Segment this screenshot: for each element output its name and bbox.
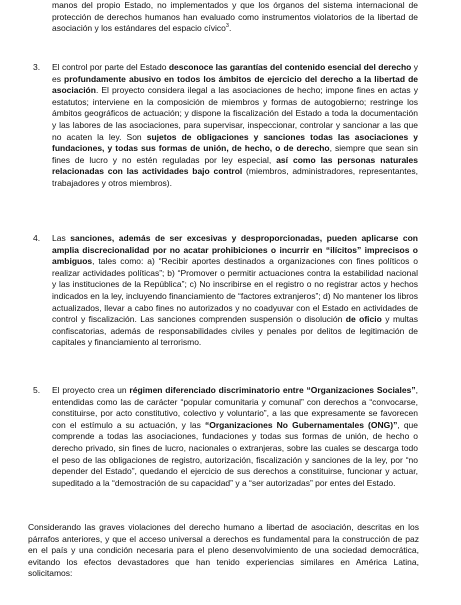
item-bold-text: de oficio <box>345 314 382 325</box>
item-bold-text: sanciones, además de ser excesivas y desproporcionadas, pueden aplicarse con amplia discrecionalidad por no acatar prohibiciones o incurrir en “ilícitos” imprecisos o ambiguos <box>52 233 418 267</box>
continuation-end: . <box>228 23 232 34</box>
item-bold-text: desconoce las garantías del contenido esencial del derecho <box>168 62 412 72</box>
item-text: El control por parte del Estado <box>52 62 169 72</box>
item-text: Las <box>52 233 71 243</box>
item-text: , que comprende a todas las asociaciones, fundaciones y todas sus formas de unión, de hecho o derecho privado, sin fines de lucro, nacionales o extranjeras, sobre las cuales se descarga todo el peso de las obligaciones de registro, autorización, fiscalización y sanciones de la ley, por “no depender del Estado”, quedando el ejercicio de sus derechos a constituirse, funcionar y actuar, supeditado a la “demostración de su capacidad” y a “ser autorizadas” por entes del Estado. <box>52 419 418 488</box>
item-text: y multas confiscatorias, además de responsabilidades civiles y penales por delitos de legitimación de capitales y financiamiento al terrorismo. <box>52 314 418 348</box>
continuation-paragraph <box>52 0 418 35</box>
item-text: El proyecto crea un <box>52 385 130 395</box>
list-item-5 <box>33 385 418 489</box>
closing-paragraph: Considerando las graves violaciones del derecho humano a libertad de asociación, descritas en los párrafos anteriores, y que el acceso universal a derechos es fundamental para la construcción de paz en el país y una condición necesaria para el pleno desenvolvimiento de una sociedad democrática, evitando los efectos devastadores que han tenido experiencias similares en América Latina, solicitamos: <box>28 522 419 579</box>
list-number: 5. <box>33 385 41 395</box>
item-text: (miembros, administradores, representantes, trabajadores y otros miembros). <box>52 166 418 188</box>
item-bold-text: así como las personas naturales relacionadas con las actividades bajo control <box>52 154 419 177</box>
item-text: . El proyecto considera ilegal a las asociaciones de hecho; impone fines en actas y estatutos; interviene en la composición de miembros y formas de autogobierno; restringe los ámbitos geográficos de actuación; y dispone la fiscalización del Estado a toda la documentación y las labores de las asociaciones, para supervisar, inspeccionar, controlar y sancionar a las que no acaten la ley. Son <box>52 85 418 142</box>
list-item-3 <box>33 62 419 190</box>
list-number: 3. <box>33 62 41 72</box>
footnote-ref[interactable]: 3 <box>225 23 229 30</box>
item-bold-text: profundamente abusivo en todos los ámbitos de ejercicio del derecho a la libertad de asociación <box>52 73 418 96</box>
item-bold-text: sujetos de obligaciones y sanciones todas las asociaciones y fundaciones, y todas sus formas de unión, de hecho, o de derecho <box>52 131 418 154</box>
list-item-4 <box>33 233 419 349</box>
item-bold-text: régimen diferenciado discriminatorio entre “Organizaciones Sociales” <box>129 385 416 395</box>
item-text: , entendidas como las de carácter “popular comunitaria y comunal” con derechos a “convocarse, constituirse, por acto constitutivo, colectivo y voluntario”, a las que expresamente se favorecen con el estímulo a su actuación, y las <box>52 385 418 430</box>
item-text: , siempre que sean sin fines de lucro y no estén reguladas por ley especial, <box>52 143 418 165</box>
list-number: 4. <box>33 233 41 243</box>
item-bold-text: “Organizaciones No Gubernamentales (ONG)” <box>205 419 398 430</box>
item-text: , tales como: a) “Recibir aportes destinados a organizaciones con fines políticos o realizar actividades políticas”; b) “Promover o permitir actuaciones contra la estabilidad nacional y las instituciones de la República”; c) No inscribirse en el registro o no registrar actos y hechos indicados en la ley, incluyendo financiamiento de “factores extranjeros”; d) No mantener los libros actualizados, llevar a cabo fines no autorizados y no coadyuvar con el Estado en actividades de control y fiscalización. Las sanciones comprenden suspensión o disolución <box>52 256 419 325</box>
continuation-text: manos del propio Estado, no implementados y que los órganos del sistema internacional de protección de derechos humanos han evaluado como instrumentos violatorios de la libertad de asociación y los estándares del espacio cívico <box>52 0 418 34</box>
item-text: y es <box>52 62 418 84</box>
